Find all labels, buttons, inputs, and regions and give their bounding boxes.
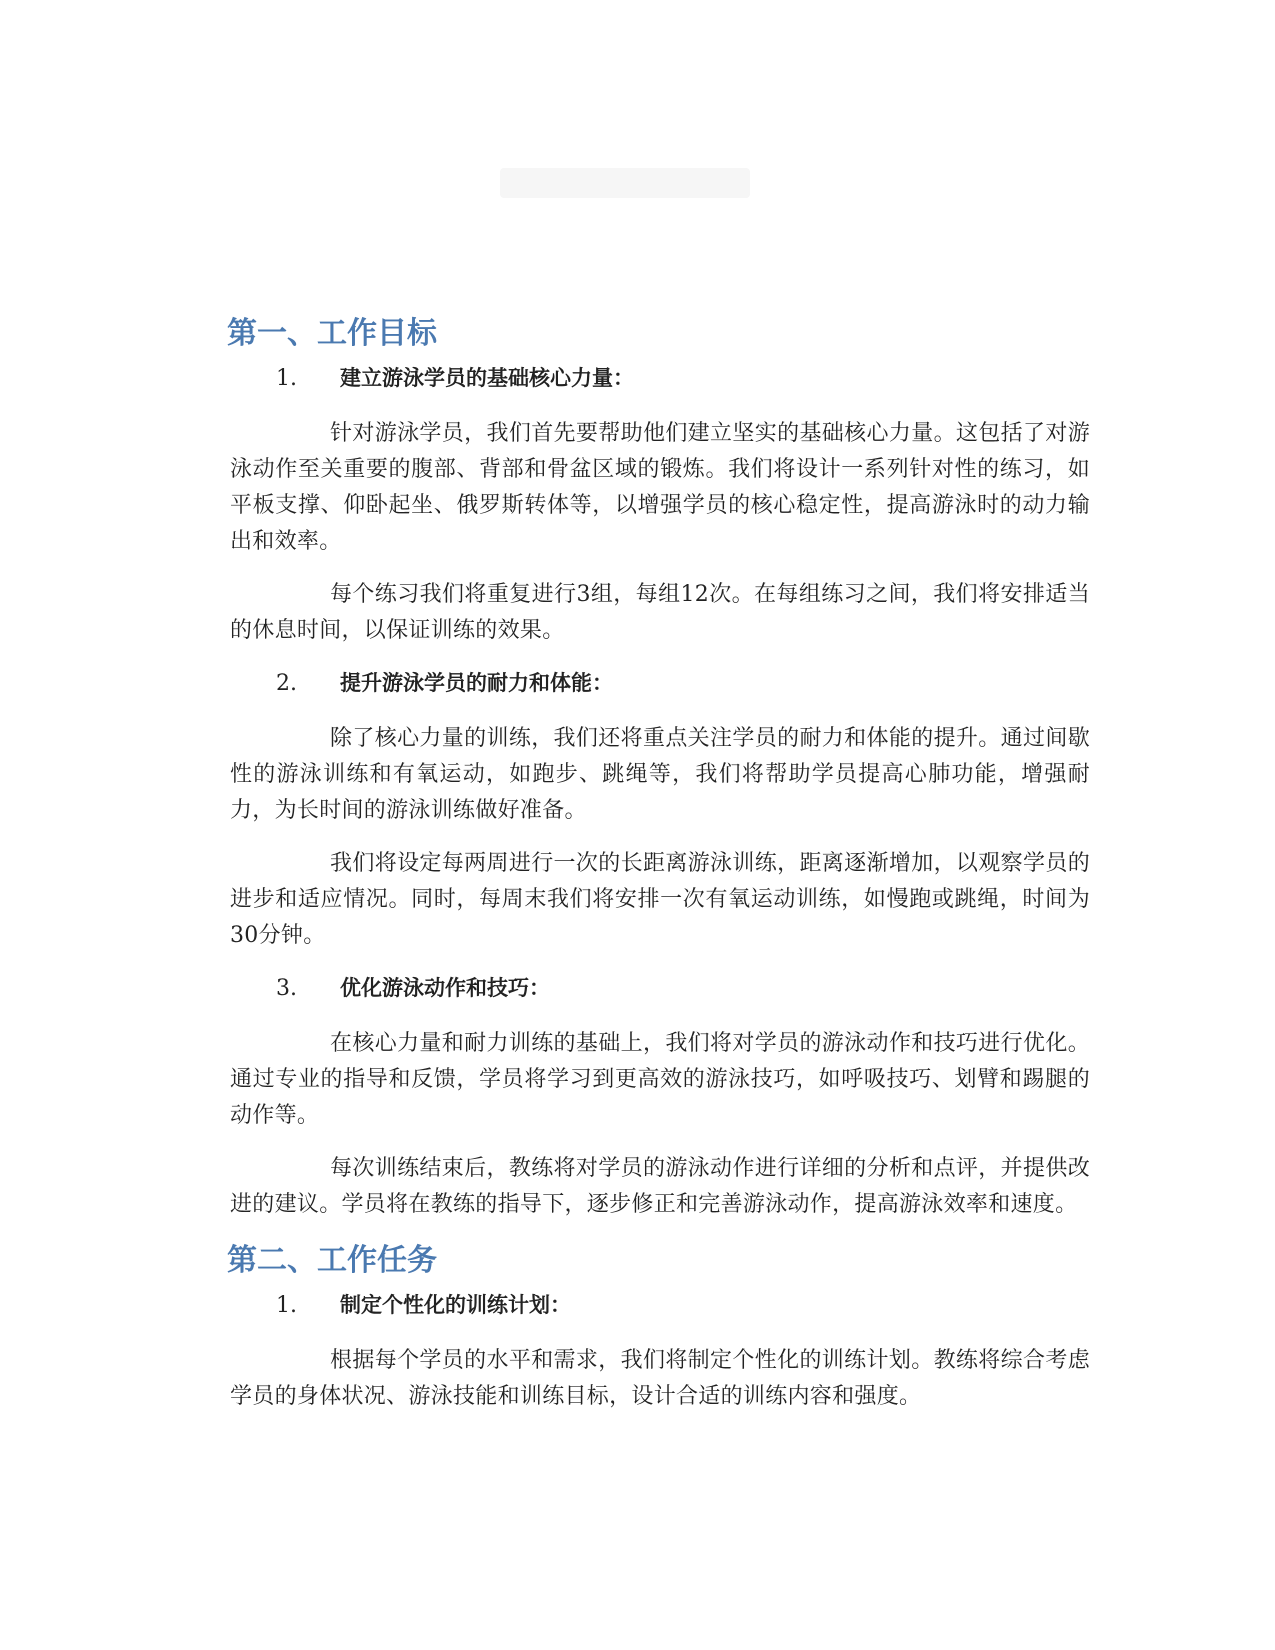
document-body (227, 313, 1090, 1432)
paragraph: 针对游泳学员，我们首先要帮助他们建立坚实的基础核心力量。这包括了对游泳动作至关重要的腹部、背部和骨盆区域的锻炼。我们将设计一系列针对性的练习，如平板支撑、仰卧起坐、俄罗斯转体等，以增强学员的核心稳定性，提高游泳时的动力输出和效率。 (230, 421, 1090, 554)
item-heading (230, 361, 1090, 396)
item-heading (230, 971, 1090, 1006)
paragraph: 每次训练结束后，教练将对学员的游泳动作进行详细的分析和点评，并提供改进的建议。学员将在教练的指导下，逐步修正和完善游泳动作，提高游泳效率和速度。 (230, 1156, 1090, 1217)
item-heading (230, 1288, 1090, 1323)
section-heading-tasks: 第二、工作任务 (227, 1243, 437, 1278)
paragraph: 我们将设定每两周进行一次的长距离游泳训练，距离逐渐增加，以观察学员的进步和适应情况。同时，每周末我们将安排一次有氧运动训练，如慢跑或跳绳，时间为30分钟。 (230, 851, 1090, 948)
item-title: 提升游泳学员的耐力和体能： (340, 671, 613, 695)
paragraph: 根据每个学员的水平和需求，我们将制定个性化的训练计划。教练将综合考虑学员的身体状况、游泳技能和训练目标，设计合适的训练内容和强度。 (230, 1348, 1090, 1409)
item-title: 制定个性化的训练计划： (340, 1293, 571, 1317)
item-number: 1. (276, 1293, 297, 1318)
paragraph: 每个练习我们将重复进行3组，每组12次。在每组练习之间，我们将安排适当的休息时间，以保证训练的效果。 (230, 582, 1090, 643)
item-title: 建立游泳学员的基础核心力量： (340, 366, 634, 390)
faded-title-block (500, 168, 750, 198)
paragraph: 除了核心力量的训练，我们还将重点关注学员的耐力和体能的提升。通过间歇性的游泳训练和有氧运动，如跑步、跳绳等，我们将帮助学员提高心肺功能，增强耐力，为长时间的游泳训练做好准备。 (230, 726, 1090, 823)
item-title: 优化游泳动作和技巧： (340, 976, 550, 1000)
item-number: 2. (276, 671, 297, 696)
item-heading (230, 666, 1090, 701)
paragraph: 在核心力量和耐力训练的基础上，我们将对学员的游泳动作和技巧进行优化。通过专业的指导和反馈，学员将学习到更高效的游泳技巧，如呼吸技巧、划臂和踢腿的动作等。 (230, 1031, 1090, 1128)
section-heading-goals: 第一、工作目标 (227, 316, 437, 351)
item-number: 3. (276, 976, 297, 1001)
item-number: 1. (276, 366, 297, 391)
